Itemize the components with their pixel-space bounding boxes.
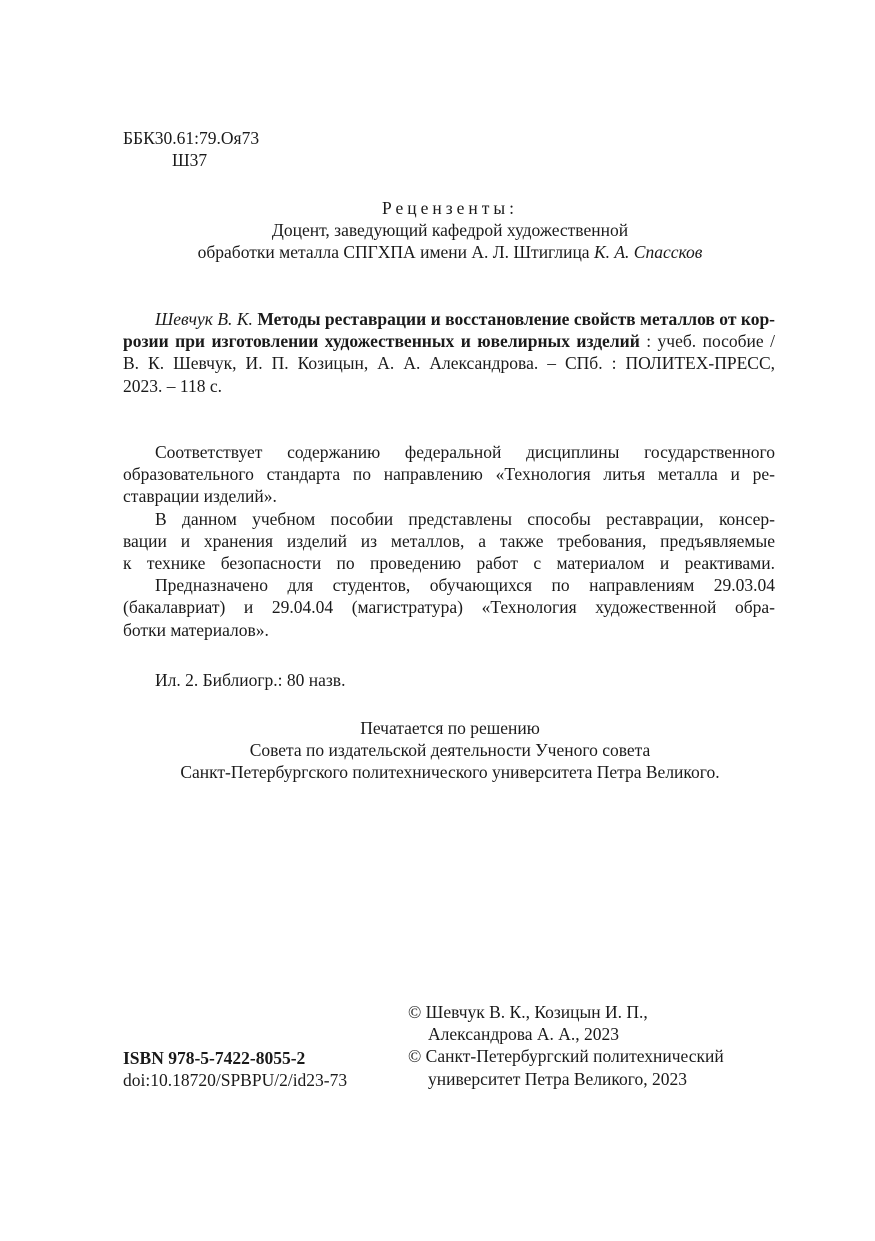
reviewer-line: обработки металла СПГХПА имени А. Л. Штиглица	[197, 242, 590, 263]
reviewer-line: Доцент, заведующий кафедрой художественной	[271, 220, 629, 241]
annotation-line: Предназначено для студентов, обучающихся по направлениям 29.03.04	[155, 575, 775, 596]
copyright-line: университет Петра Великого, 2023	[428, 1068, 688, 1089]
annotation-line: к технике безопасности по проведению работ с материалом и реактивами.	[123, 553, 775, 574]
annotation-line: Соответствует содержанию федеральной дисциплины государственного	[155, 442, 775, 462]
citation-title: Методы реставрации и восстановление свойств металлов от кор-	[257, 309, 776, 329]
publication-note-line: Санкт-Петербургского политехнического университета Петра Великого.	[180, 762, 720, 783]
annotation-line: ставрации изделий».	[123, 486, 277, 507]
citation-authors: В. К. Шевчук, И. П. Козицын, А. А. Александрова. – СПб. : ПОЛИТЕХ-ПРЕСС,	[123, 353, 775, 374]
bibliographic-citation	[123, 308, 775, 397]
copyright-line: © Санкт-Петербургский политехнический	[408, 1046, 724, 1067]
author-sign: Ш37	[172, 150, 208, 171]
publication-note	[100, 717, 800, 784]
annotation-line: ботки материалов».	[123, 619, 269, 640]
classification	[123, 127, 259, 171]
annotation-line: (бакалавриат) и 29.04.04 (магистратура) «Технология художественной обра-	[123, 597, 775, 618]
publication-note-line: Печатается по решению	[360, 718, 540, 738]
reviewers	[100, 197, 800, 264]
reviewer-name: К. А. Спассков	[593, 242, 703, 263]
publication-note-line: Совета по издательской деятельности Ученого совета	[249, 740, 651, 761]
annotation-line: вации и хранения изделий из металлов, а также требования, предъявляемые	[123, 530, 775, 551]
citation-type: : учеб. пособие /	[639, 331, 775, 352]
citation-author: Шевчук В. К.	[155, 309, 253, 329]
copyright-line: © Шевчук В. К., Козицын И. П.,	[408, 1002, 648, 1022]
citation-year-pages: 2023. – 118 с.	[123, 375, 222, 396]
annotation-line: образовательного стандарта по направлению «Технология литья металла и ре-	[123, 464, 775, 485]
annotation	[123, 441, 775, 641]
identifiers	[123, 1047, 347, 1091]
isbn: ISBN 978-5-7422-8055-2	[123, 1048, 306, 1068]
illustrations-note: Ил. 2. Библиогр.: 80 назв.	[155, 670, 346, 690]
doi: doi:10.18720/SPBPU/2/id23-73	[123, 1070, 348, 1091]
copyright	[408, 1001, 724, 1090]
copyright-line: Александрова А. А., 2023	[428, 1024, 620, 1045]
bbk-code: ББК30.61:79.Оя73	[123, 128, 260, 148]
reviewers-heading: Рецензенты:	[381, 198, 519, 218]
annotation-line: В данном учебном пособии представлены способы реставрации, консер-	[155, 508, 775, 529]
citation-title: розии при изготовлении художественных и ювелирных изделий	[123, 331, 640, 352]
